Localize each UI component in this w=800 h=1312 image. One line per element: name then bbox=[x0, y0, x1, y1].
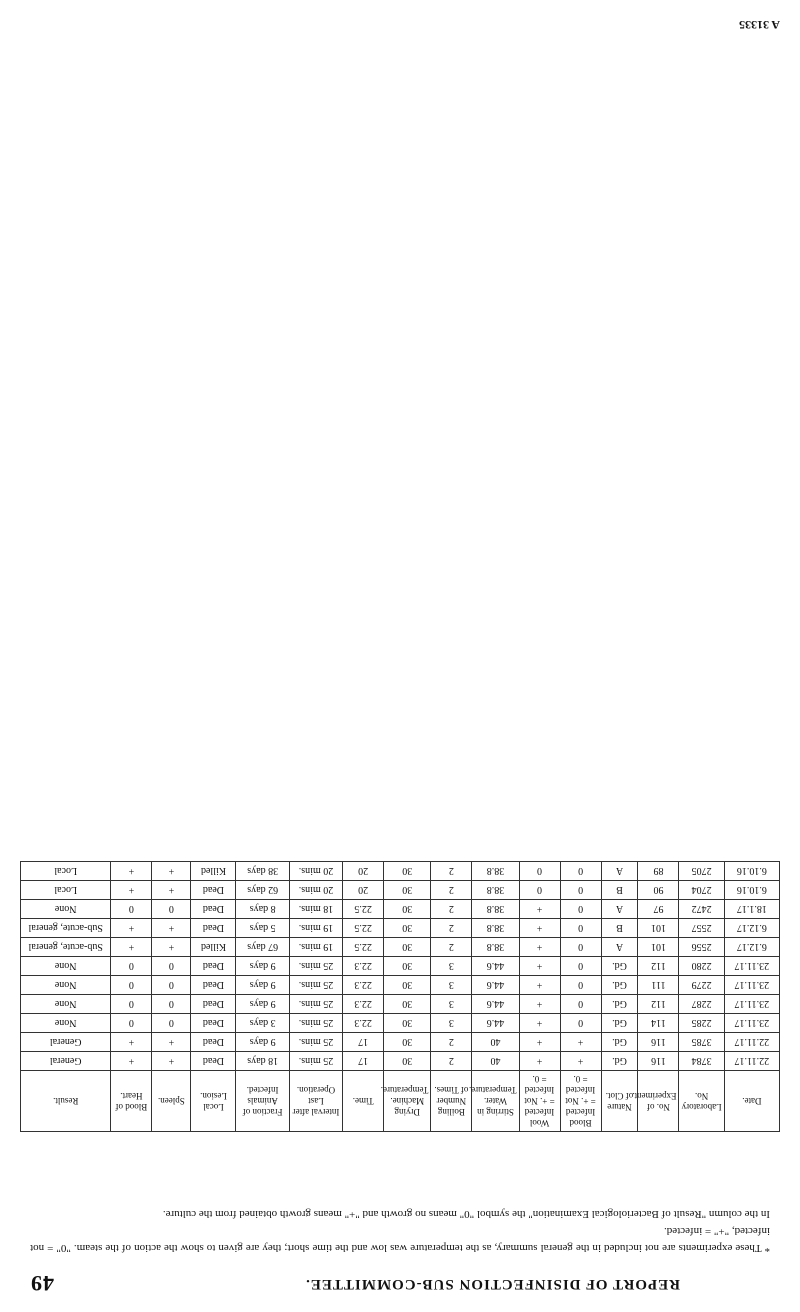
column-header: Nature of Clot. bbox=[601, 1071, 638, 1132]
table-cell: 18 mins. bbox=[289, 900, 342, 919]
table-cell: 97 bbox=[638, 900, 679, 919]
column-header: Wool Infected = +. Not Infected = 0. bbox=[519, 1071, 560, 1132]
table-cell: 20 bbox=[343, 862, 384, 881]
column-header: Result. bbox=[21, 1071, 111, 1132]
table-cell: Dead bbox=[191, 919, 236, 938]
table-cell: 0 bbox=[560, 1014, 601, 1033]
table-cell: 38 days bbox=[236, 862, 289, 881]
table-cell: 44.6 bbox=[472, 976, 519, 995]
table-cell: Dead bbox=[191, 881, 236, 900]
column-header: No. of Experiment. bbox=[638, 1071, 679, 1132]
column-header: Date. bbox=[724, 1071, 779, 1132]
table-cell: 30 bbox=[384, 995, 431, 1014]
table-cell: 38.8 bbox=[472, 881, 519, 900]
table-cell: + bbox=[560, 1052, 601, 1071]
table-cell: 40 bbox=[472, 1052, 519, 1071]
table-cell: + bbox=[111, 1052, 152, 1071]
table-cell: None bbox=[21, 957, 111, 976]
table-cell: Dead bbox=[191, 995, 236, 1014]
table-cell: 0 bbox=[152, 957, 191, 976]
table-cell: 30 bbox=[384, 1033, 431, 1052]
table-cell: 30 bbox=[384, 1052, 431, 1071]
table-cell: + bbox=[519, 957, 560, 976]
table-cell: 0 bbox=[111, 957, 152, 976]
table-cell: 22.3 bbox=[343, 995, 384, 1014]
table-cell: + bbox=[111, 1033, 152, 1052]
column-header: Boiling Number of Times. bbox=[431, 1071, 472, 1132]
column-header: Local Lesion. bbox=[191, 1071, 236, 1132]
table-cell: 3 bbox=[431, 957, 472, 976]
table-cell: 89 bbox=[638, 862, 679, 881]
table-cell: Gd. bbox=[601, 976, 638, 995]
running-title: REPORT OF DISINFECTION SUB-COMMITTEE. bbox=[305, 1276, 680, 1292]
table-row bbox=[21, 938, 780, 957]
column-header: Drying Machine. Temperature. bbox=[384, 1071, 431, 1132]
table-cell: 20 bbox=[343, 881, 384, 900]
table-cell: 18.1.17 bbox=[724, 900, 779, 919]
table-cell: 0 bbox=[560, 919, 601, 938]
page-header bbox=[30, 1268, 770, 1298]
table-cell: 22.11.17 bbox=[724, 1033, 779, 1052]
table-cell: 22.5 bbox=[343, 938, 384, 957]
table-cell: 62 days bbox=[236, 881, 289, 900]
table-cell: 9 days bbox=[236, 957, 289, 976]
table-cell: + bbox=[519, 995, 560, 1014]
table-cell: None bbox=[21, 1014, 111, 1033]
table-row bbox=[21, 957, 780, 976]
table-cell: 22.3 bbox=[343, 976, 384, 995]
table-row bbox=[21, 995, 780, 1014]
table-cell: Gd. bbox=[601, 995, 638, 1014]
table-cell: 0 bbox=[560, 976, 601, 995]
table-cell: 30 bbox=[384, 919, 431, 938]
column-header: Fraction of Animals Infected. bbox=[236, 1071, 289, 1132]
table-cell: 22.3 bbox=[343, 1014, 384, 1033]
table-cell: 101 bbox=[638, 938, 679, 957]
column-header: Spleen. bbox=[152, 1071, 191, 1132]
table-cell: Dead bbox=[191, 1033, 236, 1052]
table-cell: 2557 bbox=[679, 919, 724, 938]
table-row bbox=[21, 881, 780, 900]
table-cell: 22.11.17 bbox=[724, 1052, 779, 1071]
table-cell: 90 bbox=[638, 881, 679, 900]
table-cell: 3785 bbox=[679, 1033, 724, 1052]
table-cell: 0 bbox=[152, 900, 191, 919]
table-cell: A bbox=[601, 938, 638, 957]
column-header: Time. bbox=[343, 1071, 384, 1132]
table-cell: 2 bbox=[431, 862, 472, 881]
table-cell: General bbox=[21, 1033, 111, 1052]
table-cell: + bbox=[111, 881, 152, 900]
table-cell: + bbox=[152, 1052, 191, 1071]
table-cell: 0 bbox=[111, 976, 152, 995]
table-cell: 116 bbox=[638, 1052, 679, 1071]
table-cell: 0 bbox=[152, 1014, 191, 1033]
table-cell: 30 bbox=[384, 938, 431, 957]
table-cell: + bbox=[519, 1033, 560, 1052]
table-cell: 112 bbox=[638, 957, 679, 976]
table-cell: None bbox=[21, 900, 111, 919]
table-cell: Gd. bbox=[601, 957, 638, 976]
footnote-2: In the column "Result of Bacteriological Examination" the symbol "0" means no growth and "+" means growth obtained from the culture. bbox=[162, 1208, 770, 1220]
table-cell: 25 mins. bbox=[289, 1014, 342, 1033]
table-cell: 19 mins. bbox=[289, 938, 342, 957]
table-row bbox=[21, 1052, 780, 1071]
table-row bbox=[21, 862, 780, 881]
table-cell: 0 bbox=[560, 862, 601, 881]
table-cell: 30 bbox=[384, 957, 431, 976]
table-cell: 20 mins. bbox=[289, 881, 342, 900]
page-number: 49 bbox=[30, 1271, 54, 1296]
table-cell: 2 bbox=[431, 900, 472, 919]
table-cell: B bbox=[601, 919, 638, 938]
table-cell: 38.8 bbox=[472, 919, 519, 938]
table-cell: Dead bbox=[191, 976, 236, 995]
column-header: Blood Infected = +. Not Infected = 0. bbox=[560, 1071, 601, 1132]
table-cell: Gd. bbox=[601, 1014, 638, 1033]
table-cell: + bbox=[111, 938, 152, 957]
table-cell: 0 bbox=[560, 938, 601, 957]
table-cell: 0 bbox=[111, 995, 152, 1014]
table-cell: 2472 bbox=[679, 900, 724, 919]
footnote-1: * These experiments are not included in the general summary, as the temperature was low and the time short; they are given to show the action of the steam. "0" = not infected, "+" = infected. bbox=[30, 1225, 770, 1254]
table-cell: 9 days bbox=[236, 976, 289, 995]
table-cell: 0 bbox=[560, 995, 601, 1014]
table-row bbox=[21, 1014, 780, 1033]
table-cell: None bbox=[21, 976, 111, 995]
table-cell: + bbox=[152, 862, 191, 881]
table-cell: + bbox=[519, 1014, 560, 1033]
table-cell: Gd. bbox=[601, 1052, 638, 1071]
table-cell: 30 bbox=[384, 900, 431, 919]
table-cell: 0 bbox=[519, 881, 560, 900]
table-cell: 9 days bbox=[236, 995, 289, 1014]
table-row bbox=[21, 900, 780, 919]
column-header: Stirring in Water. Temperature. bbox=[472, 1071, 519, 1132]
table-cell: 6.10.16 bbox=[724, 862, 779, 881]
table-cell: 44.6 bbox=[472, 995, 519, 1014]
table-cell: 101 bbox=[638, 919, 679, 938]
table-cell: 2279 bbox=[679, 976, 724, 995]
table-cell: 0 bbox=[560, 900, 601, 919]
results-table bbox=[20, 861, 780, 1132]
table-cell: 0 bbox=[111, 1014, 152, 1033]
table-cell: 23.11.17 bbox=[724, 1014, 779, 1033]
table-cell: 38.8 bbox=[472, 900, 519, 919]
table-cell: 30 bbox=[384, 881, 431, 900]
table-cell: 2285 bbox=[679, 1014, 724, 1033]
table-cell: A bbox=[601, 900, 638, 919]
table-cell: 3 days bbox=[236, 1014, 289, 1033]
table-cell: 3 bbox=[431, 995, 472, 1014]
table-cell: 44.6 bbox=[472, 1014, 519, 1033]
table-cell: 2280 bbox=[679, 957, 724, 976]
table-cell: Killed bbox=[191, 938, 236, 957]
table-cell: None bbox=[21, 995, 111, 1014]
table-cell: 2 bbox=[431, 881, 472, 900]
table-cell: 23.11.17 bbox=[724, 976, 779, 995]
table-row bbox=[21, 1033, 780, 1052]
table-cell: + bbox=[519, 938, 560, 957]
table-cell: 3784 bbox=[679, 1052, 724, 1071]
table-cell: 114 bbox=[638, 1014, 679, 1033]
table-cell: 0 bbox=[560, 881, 601, 900]
page-footer bbox=[20, 12, 780, 32]
results-table-wrapper bbox=[20, 42, 780, 1132]
table-cell: 6.10.16 bbox=[724, 881, 779, 900]
table-cell: 30 bbox=[384, 862, 431, 881]
table-cell: 2 bbox=[431, 938, 472, 957]
table-cell: Dead bbox=[191, 1014, 236, 1033]
table-cell: 22.5 bbox=[343, 919, 384, 938]
table-cell: Sub-acute, general bbox=[21, 938, 111, 957]
table-cell: + bbox=[560, 1033, 601, 1052]
table-cell: 44.6 bbox=[472, 957, 519, 976]
table-cell: A bbox=[601, 862, 638, 881]
table-cell: General bbox=[21, 1052, 111, 1071]
table-cell: 0 bbox=[560, 957, 601, 976]
table-row bbox=[21, 919, 780, 938]
table-cell: 3 bbox=[431, 1014, 472, 1033]
table-cell: 25 mins. bbox=[289, 957, 342, 976]
table-row bbox=[21, 976, 780, 995]
table-cell: 8 days bbox=[236, 900, 289, 919]
table-cell: + bbox=[111, 919, 152, 938]
table-cell: 25 mins. bbox=[289, 1033, 342, 1052]
table-cell: 6.12.17 bbox=[724, 938, 779, 957]
table-cell: 9 days bbox=[236, 1033, 289, 1052]
table-cell: 0 bbox=[111, 900, 152, 919]
table-cell: + bbox=[519, 900, 560, 919]
table-cell: 2 bbox=[431, 1033, 472, 1052]
table-cell: 0 bbox=[519, 862, 560, 881]
table-cell: Killed bbox=[191, 862, 236, 881]
table-cell: Sub-acute, general bbox=[21, 919, 111, 938]
table-cell: 0 bbox=[152, 976, 191, 995]
table-cell: 20 mins. bbox=[289, 862, 342, 881]
table-cell: 5 days bbox=[236, 919, 289, 938]
table-cell: B bbox=[601, 881, 638, 900]
column-header: Blood of Heart. bbox=[111, 1071, 152, 1132]
table-cell: + bbox=[152, 881, 191, 900]
table-cell: 38.8 bbox=[472, 938, 519, 957]
table-cell: 18 days bbox=[236, 1052, 289, 1071]
table-cell: 2556 bbox=[679, 938, 724, 957]
table-cell: 38.8 bbox=[472, 862, 519, 881]
table-cell: Dead bbox=[191, 900, 236, 919]
table-cell: 19 mins. bbox=[289, 919, 342, 938]
table-cell: Gd. bbox=[601, 1033, 638, 1052]
table-cell: + bbox=[152, 938, 191, 957]
table-cell: 23.11.17 bbox=[724, 957, 779, 976]
table-cell: 17 bbox=[343, 1033, 384, 1052]
table-body bbox=[21, 862, 780, 1071]
table-cell: 30 bbox=[384, 976, 431, 995]
table-cell: 111 bbox=[638, 976, 679, 995]
table-cell: 25 mins. bbox=[289, 976, 342, 995]
table-cell: 2704 bbox=[679, 881, 724, 900]
table-cell: 3 bbox=[431, 976, 472, 995]
table-cell: 2287 bbox=[679, 995, 724, 1014]
table-cell: 25 mins. bbox=[289, 995, 342, 1014]
column-header: Laboratory No. bbox=[679, 1071, 724, 1132]
table-cell: + bbox=[519, 976, 560, 995]
table-cell: 17 bbox=[343, 1052, 384, 1071]
table-cell: Dead bbox=[191, 957, 236, 976]
table-cell: + bbox=[111, 862, 152, 881]
table-header-row bbox=[21, 1071, 780, 1132]
table-cell: + bbox=[519, 919, 560, 938]
table-cell: 40 bbox=[472, 1033, 519, 1052]
table-cell: + bbox=[519, 1052, 560, 1071]
table-cell: 2705 bbox=[679, 862, 724, 881]
table-cell: Local bbox=[21, 881, 111, 900]
table-cell: Dead bbox=[191, 1052, 236, 1071]
table-cell: 0 bbox=[152, 995, 191, 1014]
table-cell: + bbox=[152, 1033, 191, 1052]
table-cell: 2 bbox=[431, 919, 472, 938]
table-cell: 6.12.17 bbox=[724, 919, 779, 938]
table-cell: 112 bbox=[638, 995, 679, 1014]
table-cell: 23.11.17 bbox=[724, 995, 779, 1014]
table-cell: 116 bbox=[638, 1033, 679, 1052]
table-cell: + bbox=[152, 919, 191, 938]
print-code: A 31335 bbox=[738, 18, 780, 32]
table-cell: 22.3 bbox=[343, 957, 384, 976]
footnote-block bbox=[30, 1146, 770, 1256]
table-cell: 22.5 bbox=[343, 900, 384, 919]
table-cell: 25 mins. bbox=[289, 1052, 342, 1071]
table-cell: Local bbox=[21, 862, 111, 881]
column-header: Interval after Last Operation. bbox=[289, 1071, 342, 1132]
table-cell: 67 days bbox=[236, 938, 289, 957]
table-cell: 2 bbox=[431, 1052, 472, 1071]
table-cell: 30 bbox=[384, 1014, 431, 1033]
